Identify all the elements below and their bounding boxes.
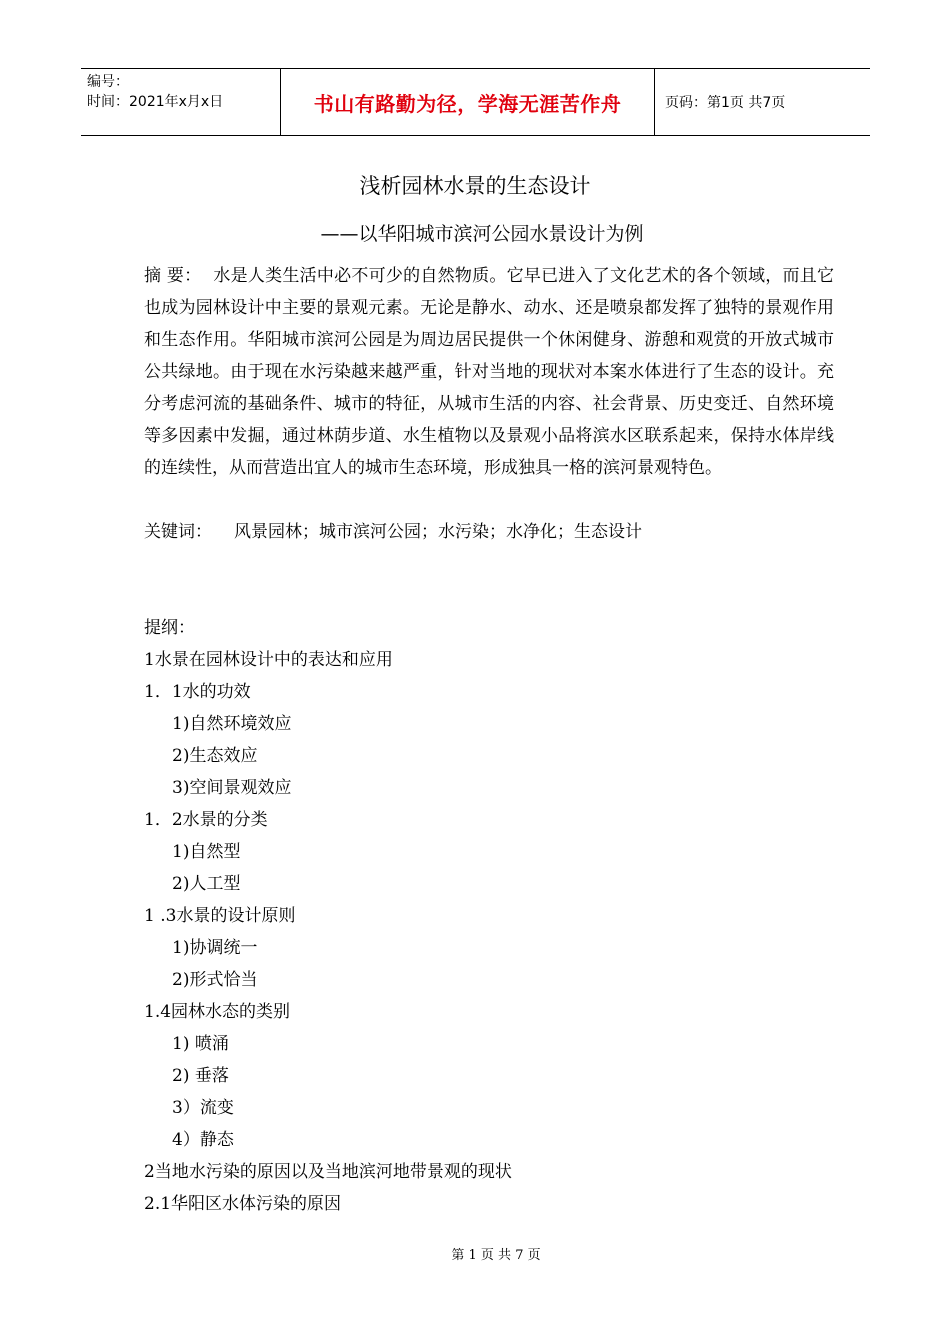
outline-item: 4）静态 [172, 1130, 234, 1150]
keywords-text: 风景园林；城市滨河公园；水污染；水净化；生态设计 [234, 522, 642, 542]
outline-item: 1水景在园林设计中的表达和应用 [144, 650, 393, 670]
outline-item: 2)生态效应 [172, 746, 258, 766]
keywords [144, 516, 834, 548]
outline-item: 2.1华阳区水体污染的原因 [144, 1194, 342, 1214]
keywords-label: 关键词： [144, 522, 212, 542]
page-footer: 第 1 页 共 7 页 [451, 1248, 541, 1263]
document-title: 浅析园林水景的生态设计 [359, 174, 591, 198]
header-page-info: 页码：第1页 共7页 [665, 95, 786, 111]
document-subtitle: ——以华阳城市滨河公园水景设计为例 [320, 223, 644, 245]
outline-item: 2当地水污染的原因以及当地滨河地带景观的现状 [144, 1162, 512, 1182]
outline-item: 2)人工型 [172, 874, 241, 894]
abstract-text: 水是人类生活中必不可少的自然物质。它早已进入了文化艺术的各个领域，而且它也成为园林设计中主要的景观元素。无论是静水、动水、还是喷泉都发挥了独特的景观作用和生态作用。华阳城市滨河公园是为周边居民提供一个休闲健身、游憩和观赏的开放式城市公共绿地。由于现在水污染越来越严重，针对当地的现状对本案水体进行了生态的设计。充分考虑河流的基础条件、城市的特征，从城市生活的内容、社会背景、历史变迁、自然环境等多因素中发掘，通过林荫步道、水生植物以及景观小品将滨水区联系起来，保持水体岸线的连续性，从而营造出宜人的城市生态环境，形成独具一格的滨河景观特色。 [144, 266, 834, 478]
outline-item: 1)协调统一 [172, 938, 258, 958]
outline-item: 1) 喷涌 [172, 1034, 229, 1054]
outline-item: 3）流变 [172, 1098, 234, 1118]
outline-item: 1.4园林水态的类别 [144, 1002, 291, 1022]
outline-item: 1 .3水景的设计原则 [144, 906, 296, 926]
header-motto: 书山有路勤为径，学海无涯苦作舟 [281, 69, 655, 135]
outline [144, 612, 834, 1220]
abstract [144, 260, 834, 484]
outline-item: 1)自然型 [172, 842, 241, 862]
abstract-label: 摘 要： [144, 266, 202, 286]
outline-heading: 提纲： [144, 618, 195, 638]
outline-item: 2)形式恰当 [172, 970, 258, 990]
outline-item: 3)空间景观效应 [172, 778, 292, 798]
outline-item: 1．2水景的分类 [144, 810, 268, 830]
header-table [81, 68, 870, 136]
number-label: 编号： [87, 74, 129, 90]
outline-item: 1)自然环境效应 [172, 714, 292, 734]
time-label: 时间：2021年x月x日 [87, 94, 224, 110]
outline-item: 2) 垂落 [172, 1066, 229, 1086]
header-meta-cell [81, 69, 281, 135]
outline-item: 1．1水的功效 [144, 682, 251, 702]
